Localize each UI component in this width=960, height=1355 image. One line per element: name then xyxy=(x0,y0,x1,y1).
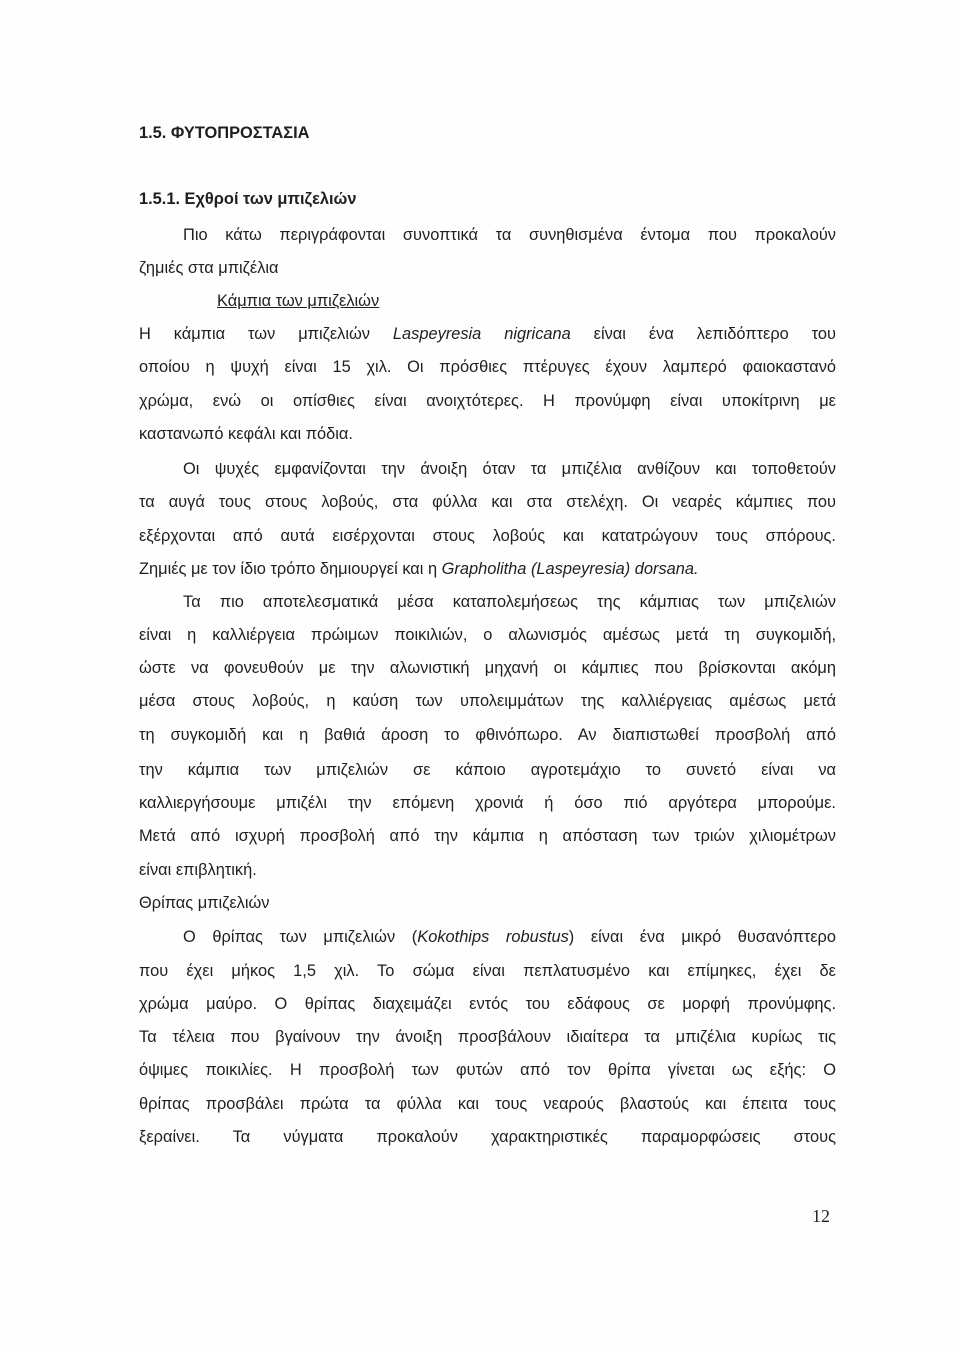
text-line: ξεραίνει. Τα νύγματα προκαλούν χαρακτηριστικές παραμορφώσεις στους xyxy=(139,1128,836,1146)
text-line xyxy=(139,324,836,344)
text-line: είναι επιβλητική. xyxy=(139,861,257,879)
subsection-heading: 1.5.1. Εχθροί των μπιζελιών xyxy=(139,190,357,208)
text-line: Τα πιο αποτελεσματικά μέσα καταπολεμήσεως της κάμπιας των μπιζελιών xyxy=(183,593,836,611)
text-span: είναι ένα λεπιδόπτερο του xyxy=(570,325,837,343)
text-span: ) είναι ένα μικρό θυσανόπτερο xyxy=(568,928,836,946)
text-line: μέσα στους λοβούς, η καύση των υπολειμμάτων της καλλιέργειας αμέσως μετά xyxy=(139,692,836,710)
text-line: καλλιεργήσουμε μπιζέλι την επόμενη χρονιά ή όσο πιό αργότερα μπορούμε. xyxy=(139,794,836,812)
text-line: όψιμες ποικιλίες. Η προσβολή των φυτών από τον θρίπα γίνεται ως εξής: Ο xyxy=(139,1061,836,1079)
subheading-thrips: Θρίπας μπιζελιών xyxy=(139,894,270,912)
text-line: οποίου η ψυχή είναι 15 χιλ. Οι πρόσθιες πτέρυγες έχουν λαμπερό φαιοκαστανό xyxy=(139,358,836,376)
text-line: θρίπας προσβάλει πρώτα τα φύλλα και τους νεαρούς βλαστούς και έπειτα τους xyxy=(139,1095,836,1113)
text-line: τα αυγά τους στους λοβούς, στα φύλλα και στα στελέχη. Οι νεαρές κάμπιες που xyxy=(139,493,836,511)
text-line: ώστε να φονευθούν με την αλωνιστική μηχανή οι κάμπιες που βρίσκονται ακόμη xyxy=(139,659,836,677)
subheading-caterpillar-text: Κάμπια των μπιζελιών xyxy=(217,292,380,310)
species-name: Kokothips robustus xyxy=(417,928,569,946)
subheading-caterpillar xyxy=(139,291,836,311)
text-line: Τα τέλεια που βγαίνουν την άνοιξη προσβάλουν ιδιαίτερα τα μπιζέλια κυρίως τις xyxy=(139,1028,836,1046)
text-line: είναι η καλλιέργεια πρώιμων ποικιλιών, ο αλωνισμός αμέσως μετά τη συγκομιδή, xyxy=(139,626,836,644)
text-span: Ο θρίπας των μπιζελιών ( xyxy=(183,928,418,946)
text-line: Μετά από ισχυρή προσβολή από την κάμπια η απόσταση των τριών χιλιομέτρων xyxy=(139,827,836,845)
species-name: Grapholitha (Laspeyresia) dorsana. xyxy=(441,560,699,578)
text-line: Πιο κάτω περιγράφονται συνοπτικά τα συνηθισμένα έντομα που προκαλούν xyxy=(183,226,836,244)
text-line xyxy=(139,927,836,947)
text-line: χρώμα μαύρο. Ο θρίπας διαχειμάζει εντός του εδάφους σε μορφή προνύμφης. xyxy=(139,995,836,1013)
text-line: χρώμα, ενώ οι οπίσθιες είναι ανοιχτότερες. Η προνύμφη είναι υποκίτρινη με xyxy=(139,392,836,410)
text-line: ζημιές στα μπιζέλια xyxy=(139,259,279,277)
text-line: καστανωπό κεφάλι και πόδια. xyxy=(139,425,353,443)
text-line: εξέρχονται από αυτά εισέρχονται στους λοβούς και κατατρώγουν τους σπόρους. xyxy=(139,527,836,545)
text-line: τη συγκομιδή και η βαθιά άροση το φθινόπωρο. Αν διαπιστωθεί προσβολή από xyxy=(139,726,836,744)
text-line: Οι ψυχές εμφανίζονται την άνοιξη όταν τα μπιζέλια ανθίζουν και τοποθετούν xyxy=(183,460,836,478)
text-line: την κάμπια των μπιζελιών σε κάποιο αγροτεμάχιο το συνετό είναι να xyxy=(139,761,836,779)
text-line xyxy=(139,559,836,579)
text-line: που έχει μήκος 1,5 χιλ. Το σώμα είναι πεπλατυσμένο και επίμηκες, έχει δε xyxy=(139,962,836,980)
species-name: Laspeyresia nigricana xyxy=(392,325,571,343)
section-heading: 1.5. ΦΥΤΟΠΡΟΣΤΑΣΙΑ xyxy=(139,124,310,142)
text-span: Η κάμπια των μπιζελιών xyxy=(139,325,393,343)
text-span: Ζημιές με τον ίδιο τρόπο δημιουργεί και η xyxy=(139,560,442,578)
page-number: 12 xyxy=(812,1206,830,1226)
